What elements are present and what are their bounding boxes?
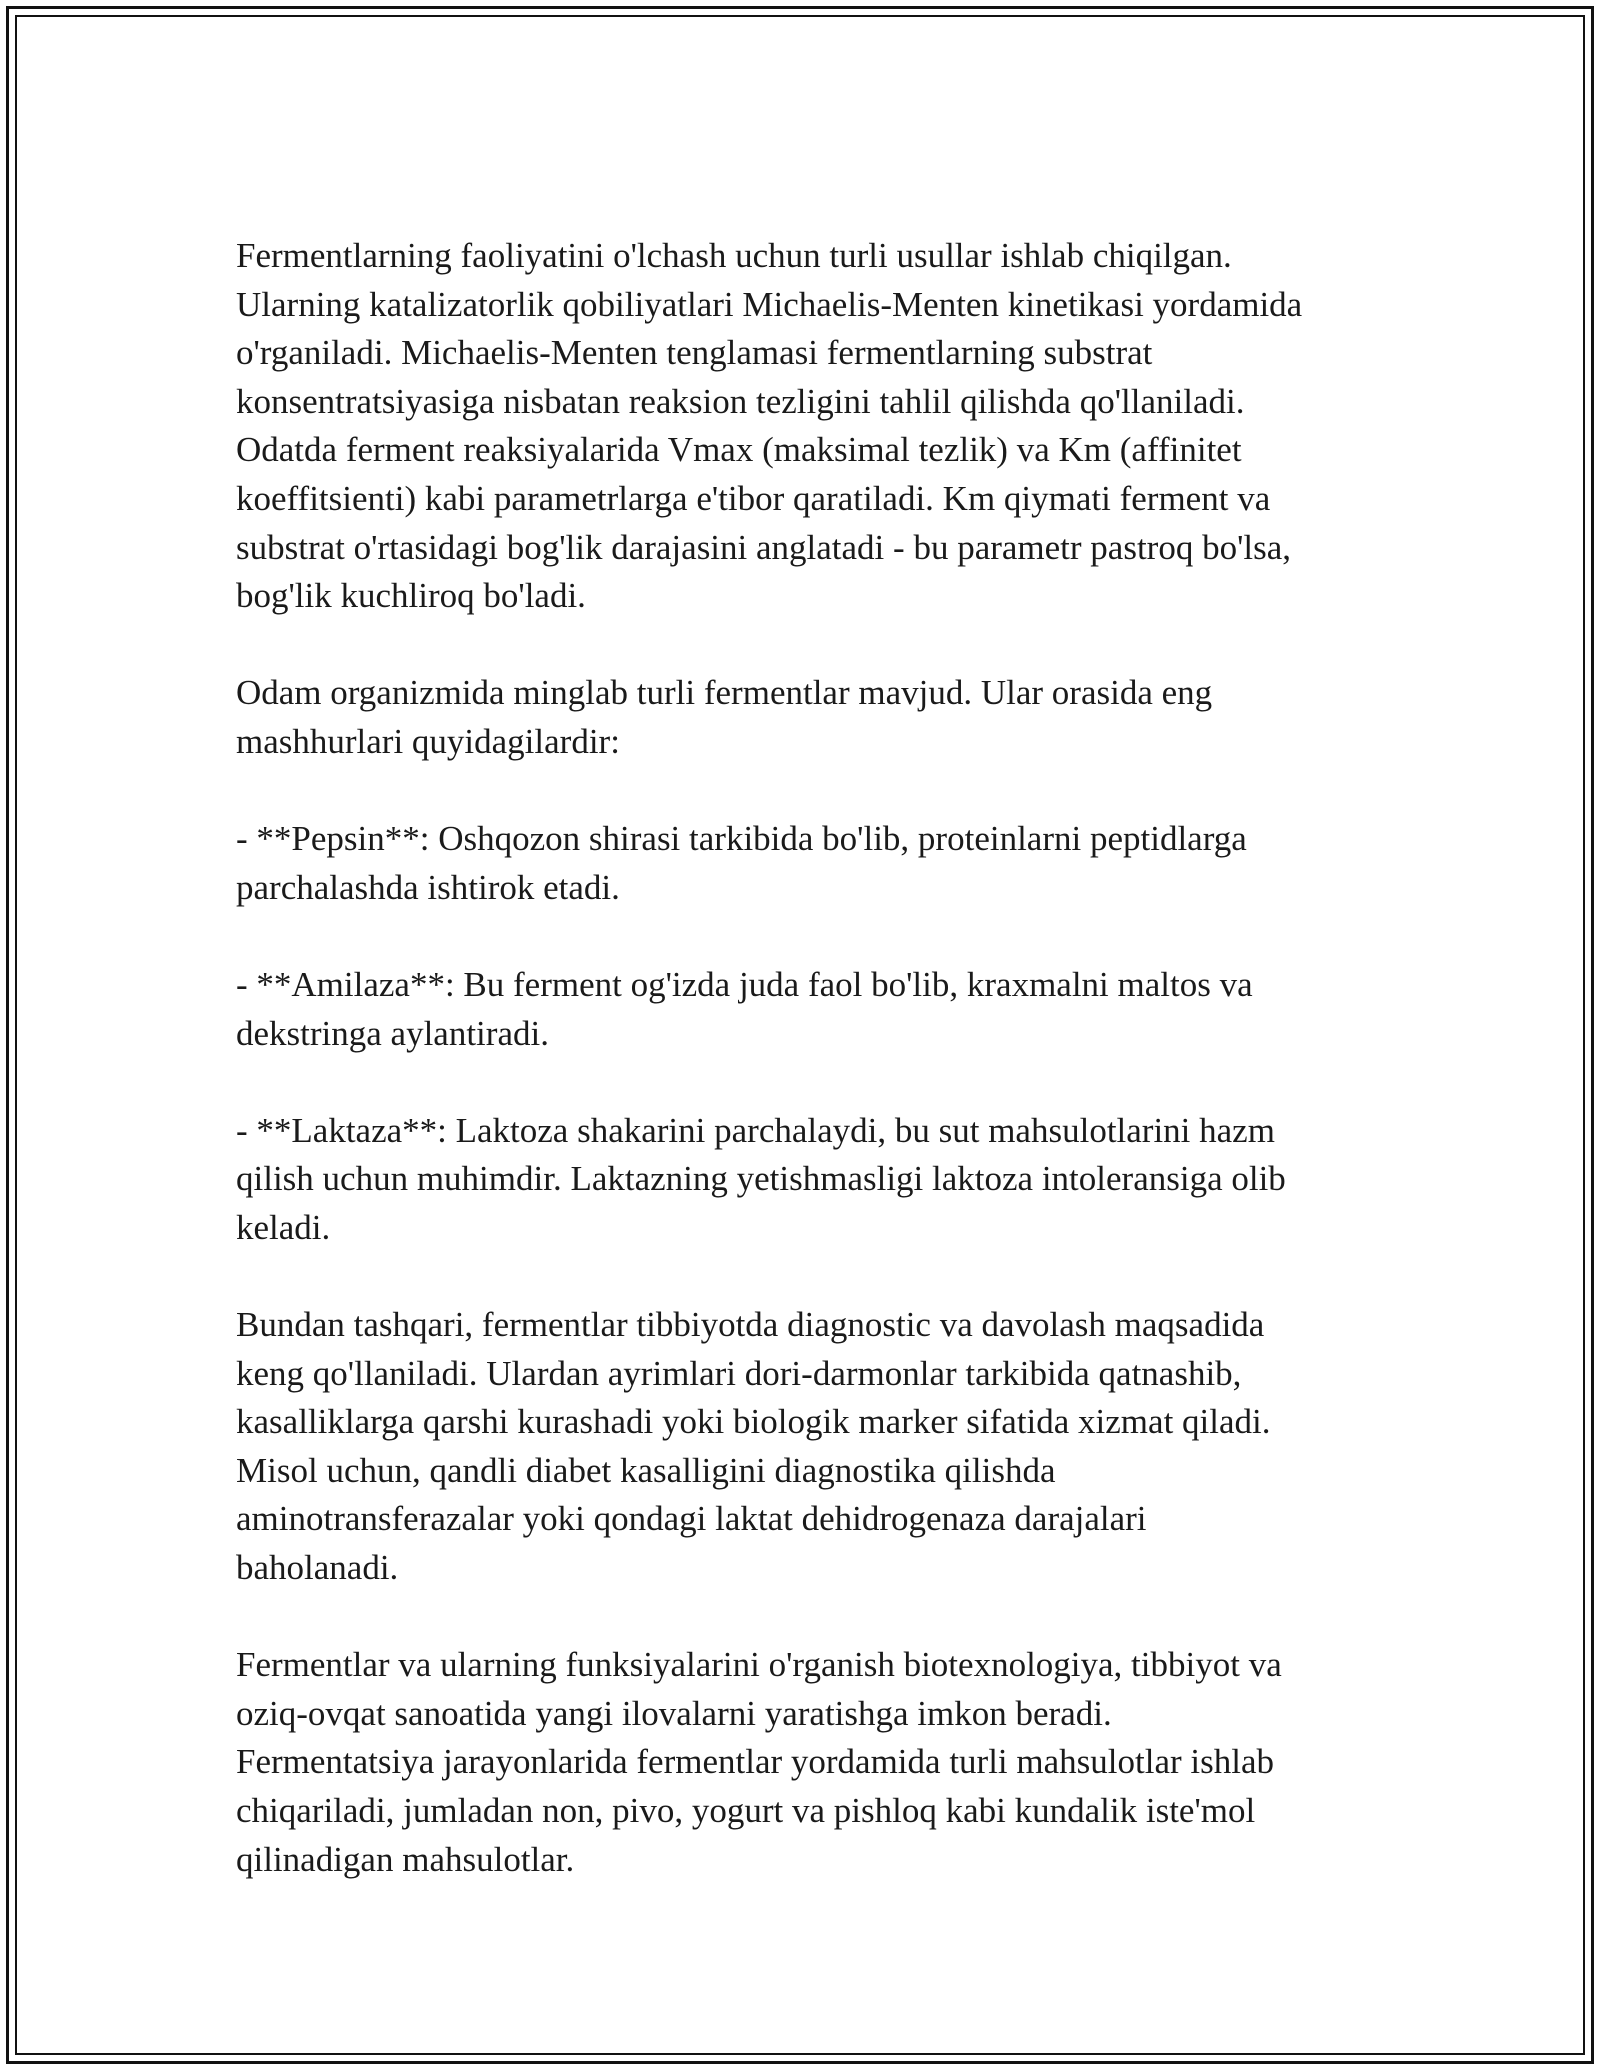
list-item-laktaza: - **Laktaza**: Laktoza shakarini parchalaydi, bu sut mahsulotlarini hazm qilish uchun muhimdir. Laktazning yetishmasligi laktoza intoleransiga olib keladi. [236,1110,1286,1247]
paragraph-enzymes-intro: Odam organizmida minglab turli fermentlar mavjud. Ular orasida eng mashhurlari quyidagilardir: [236,673,1213,761]
paragraph-biotech: Fermentlar va ularning funksiyalarini o'rganish biotexnologiya, tibbiyot va oziq-ovqat sanoatida yangi ilovalarni yaratishga imkon beradi. Fermentatsiya jarayonlarida fermentlar yordamida turli mahsulotlar ishlab chiqariladi, jumladan non, pivo, yogurt va pishloq kabi kundalik iste'mol qilinadigan mahsulotlar. [236,1645,1282,1879]
list-item-pepsin: - **Pepsin**: Oshqozon shirasi tarkibida bo'lib, proteinlarni peptidlarga parchalashda ishtirok etadi. [236,819,1247,907]
document-body [236,232,1366,1884]
paragraph-medical-use: Bundan tashqari, fermentlar tibbiyotda diagnostic va davolash maqsadida keng qo'llaniladi. Ulardan ayrimlari dori-darmonlar tarkibida qatnashib, kasalliklarga qarshi kurashadi yoki biologik marker sifatida xizmat qiladi. Misol uchun, qandli diabet kasalligini diagnostika qilishda aminotransferazalar yoki qondagi laktat dehidrogenaza darajalari baholanadi. [236,1305,1271,1588]
list-item-amilaza: - **Amilaza**: Bu ferment og'izda juda faol bo'lib, kraxmalni maltos va dekstringa aylantiradi. [236,964,1253,1053]
paragraph-enzyme-kinetics: Fermentlarning faoliyatini o'lchash uchun turli usullar ishlab chiqilgan. Ularning katalizatorlik qobiliyatlari Michaelis-Menten kinetikasi yordamida o'rganiladi. Michaelis-Menten tenglamasi fermentlarning substrat konsentratsiyasiga nisbatan reaksion tezligini tahlil qilishda qo'llaniladi. Odatda ferment reaksiyalarida Vmax (maksimal tezlik) va Km (affinitet koeffitsienti) kabi parametrlarga e'tibor qaratiladi. Km qiymati ferment va substrat o'rtasidagi bog'lik darajasini anglatadi - bu parametr pastroq bo'lsa, bog'lik kuchliroq bo'ladi. [236,236,1303,616]
